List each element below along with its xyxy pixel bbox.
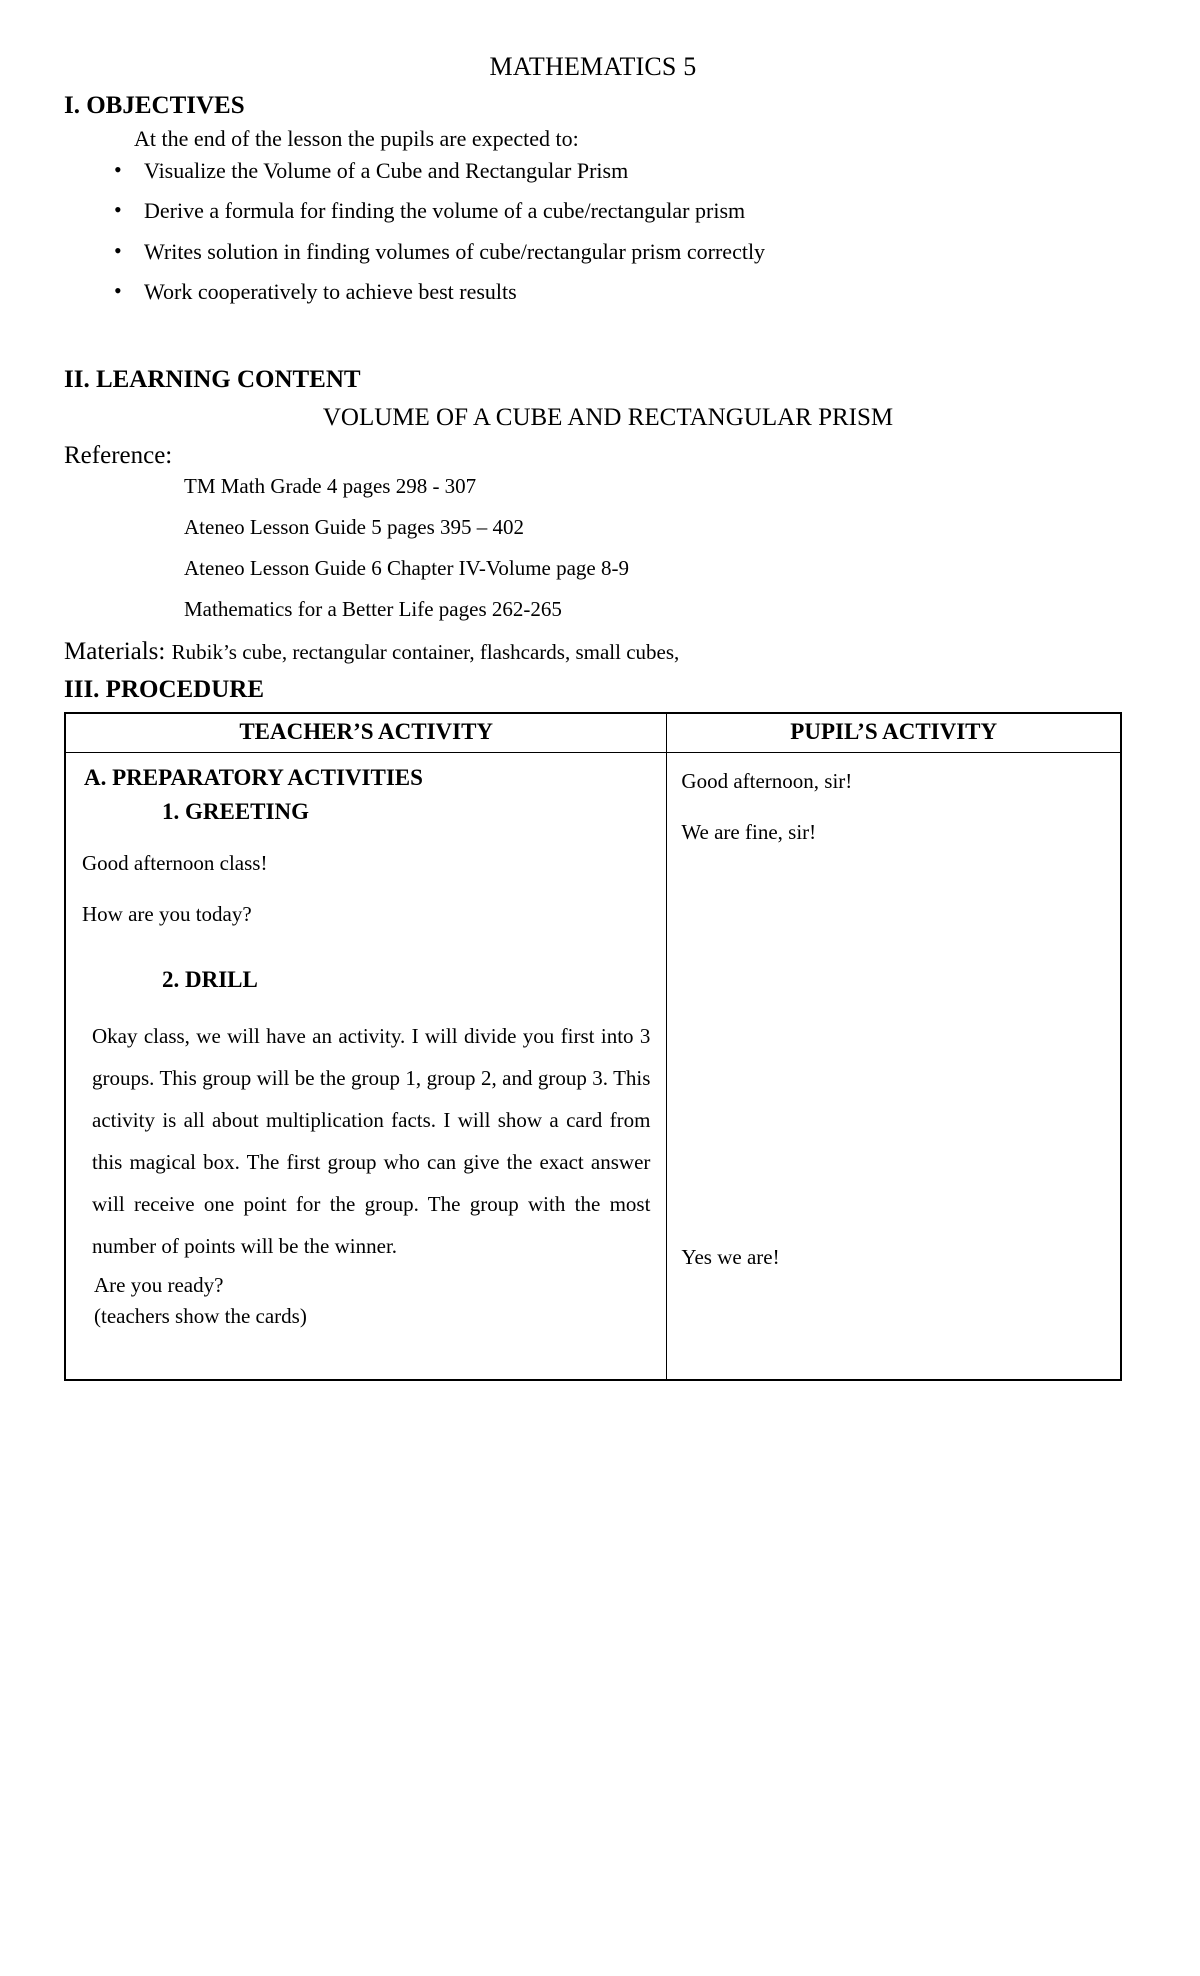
list-item: Mathematics for a Better Life pages 262-265 [184, 596, 562, 621]
materials-value: Rubik’s cube, rectangular container, flashcards, small cubes, [171, 639, 680, 664]
teacher-greeting-2: How are you today? [82, 901, 252, 926]
drill-heading: 2. DRILL [162, 966, 258, 992]
pupil-reply-2: We are fine, sir! [681, 819, 817, 844]
procedure-heading: III. PROCEDURE [64, 675, 265, 703]
table-header-row [65, 713, 1121, 753]
preparatory-activities-heading: A. PREPARATORY ACTIVITIES [84, 764, 423, 790]
list-item: • Writes solution in finding volumes of cube/rectangular prism correctly [64, 239, 1122, 265]
list-item: • Derive a formula for finding the volume of a cube/rectangular prism [64, 198, 1122, 224]
pupil-reply-3: Yes we are! [681, 1244, 780, 1269]
list-item: TM Math Grade 4 pages 298 - 307 [184, 473, 477, 498]
drill-paragraph: Okay class, we will have an activity. I will divide you first into 3 groups. This group will be the group 1, group 2, and group 3. This activity is all about multiplication facts. I will show a card from this magical box. The first group who can give the exact answer will receive one point for the group. The group with the most number of points will be the winner. [92, 1023, 651, 1258]
learning-content-heading: II. LEARNING CONTENT [64, 365, 361, 393]
teacher-greeting-1: Good afternoon class! [82, 850, 268, 875]
reference-list [184, 474, 1122, 622]
objectives-list [64, 158, 1122, 306]
pupil-reply-1: Good afternoon, sir! [681, 768, 853, 793]
learning-content-topic: VOLUME OF A CUBE AND RECTANGULAR PRISM [322, 403, 894, 431]
objectives-lead: At the end of the lesson the pupils are expected to: [134, 126, 579, 151]
table-row [65, 752, 1121, 1380]
materials-label: Materials: [64, 637, 166, 665]
teacher-activity-cell [65, 752, 667, 1380]
page-title: MATHEMATICS 5 [489, 52, 697, 81]
materials-line [64, 638, 1122, 666]
list-item: Ateneo Lesson Guide 6 Chapter IV-Volume page 8-9 [184, 555, 629, 580]
pupil-activity-cell [667, 752, 1121, 1380]
column-header-pupil: PUPIL’S ACTIVITY [667, 713, 1121, 753]
procedure-table [64, 712, 1122, 1381]
teacher-ready-question: Are you ready? [94, 1272, 224, 1297]
list-item: • Visualize the Volume of a Cube and Rectangular Prism [64, 158, 1122, 184]
list-item: • Work cooperatively to achieve best results [64, 279, 1122, 305]
column-header-teacher: TEACHER’S ACTIVITY [65, 713, 667, 753]
section-spacer [64, 320, 1122, 358]
greeting-heading: 1. GREETING [162, 798, 309, 824]
reference-label: Reference: [64, 441, 173, 469]
objectives-heading: I. OBJECTIVES [64, 92, 245, 119]
teacher-cards-note: (teachers show the cards) [94, 1303, 307, 1328]
list-item: Ateneo Lesson Guide 5 pages 395 – 402 [184, 514, 525, 539]
